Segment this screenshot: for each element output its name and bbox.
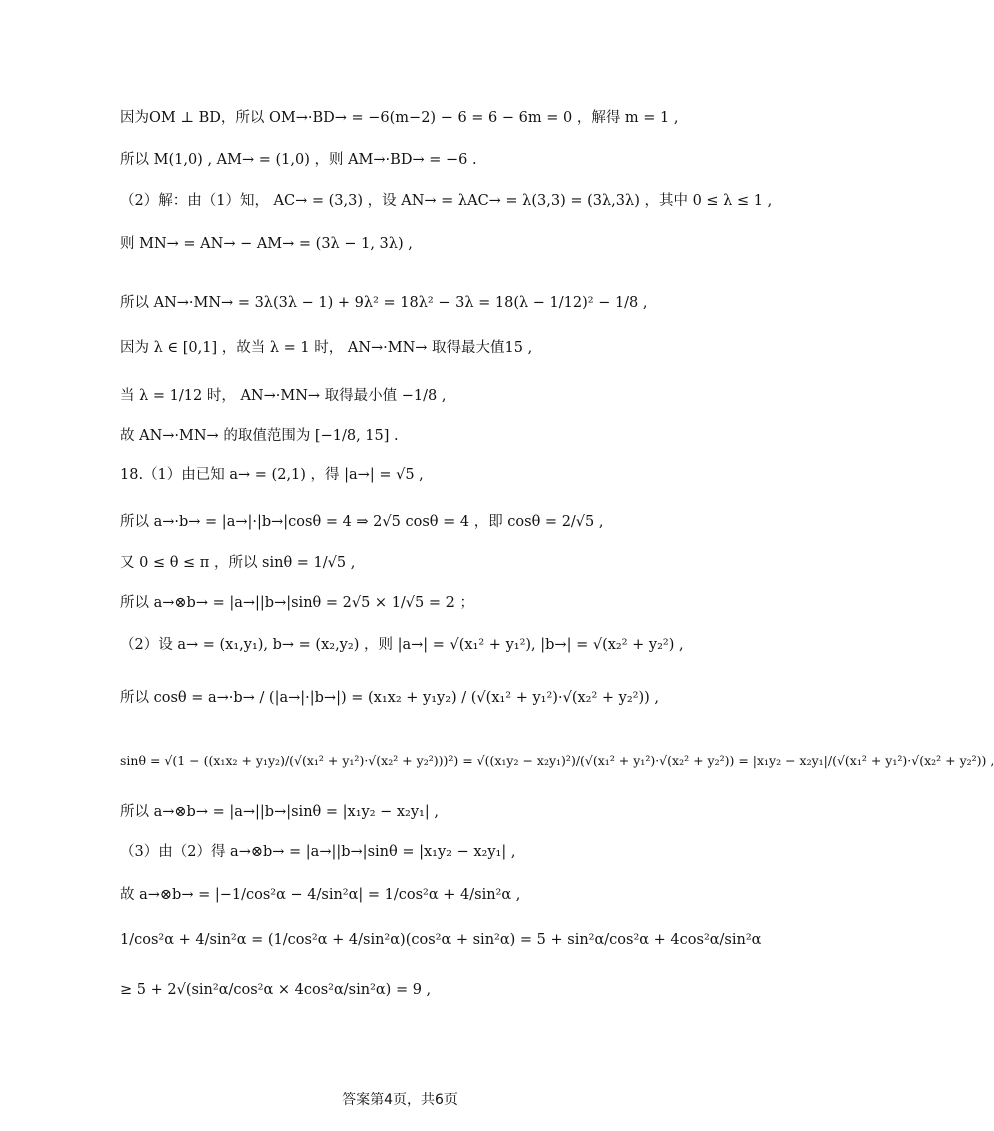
text-line-6: 因为 λ ∈ [0,1] ，故当 λ = 1 时， AN→·MN→ 取得最大值15 , (120, 340, 533, 356)
text-line-8: 故 AN→·MN→ 的取值范围为 [−1/8, 15] . (120, 428, 399, 444)
text-line-12: 所以 a→⊗b→ = |a→||b→|sinθ = 2√5 × 1/√5 = 2 ； (120, 595, 474, 611)
text-line-13: （2）设 a→ = (x₁,y₁), b→ = (x₂,y₂) ，则 |a→| = √(x₁² + y₁²), |b→| = √(x₂² + y₂²) , (120, 637, 684, 653)
text-line-17: （3）由（2）得 a→⊗b→ = |a→||b→|sinθ = |x₁y₂ − x₂y₁| , (120, 844, 516, 860)
text-line-7: 当 λ = 1/12 时， AN→·MN→ 取得最小值 −1/8 , (120, 388, 447, 404)
text-line-16: 所以 a→⊗b→ = |a→||b→|sinθ = |x₁y₂ − x₂y₁| , (120, 804, 439, 820)
text-line-11: 又 0 ≤ θ ≤ π ，所以 sinθ = 1/√5 , (120, 555, 356, 571)
text-line-3: （2）解：由（1）知， AC→ = (3,3) ，设 AN→ = λAC→ = λ(3,3) = (3λ,3λ) ，其中 0 ≤ λ ≤ 1 , (120, 193, 773, 209)
text-line-2: 所以 M(1,0) , AM→ = (1,0) ，则 AM→·BD→ = −6 . (120, 152, 477, 168)
text-line-14: 所以 cosθ = a→·b→ / (|a→|·|b→|) = (x₁x₂ + y₁y₂) / (√(x₁² + y₁²)·√(x₂² + y₂²)) , (120, 690, 659, 706)
text-line-18: 故 a→⊗b→ = |−1/cos²α − 4/sin²α| = 1/cos²α + 4/sin²α , (120, 887, 521, 903)
text-line-9: 18.（1）由已知 a→ = (2,1) ，得 |a→| = √5 , (120, 467, 424, 483)
text-line-4: 则 MN→ = AN→ − AM→ = (3λ − 1, 3λ) , (120, 236, 413, 252)
text-line-5: 所以 AN→·MN→ = 3λ(3λ − 1) + 9λ² = 18λ² − 3λ = 18(λ − 1/12)² − 1/8 , (120, 295, 648, 311)
text-line-15: sinθ = √(1 − ((x₁x₂ + y₁y₂)/(√(x₁² + y₁²)·√(x₂² + y₂²)))²) = √((x₁y₂ − x₂y₁)²)/(√(x₁² + y₁²)·√(x₂² + y₂²)) = |x₁y₂ − x₂y₁|/(√(x₁² + y₁²)·√(x₂² + y₂²)) , (120, 753, 994, 768)
text-line-1: 因为OM ⊥ BD，所以 OM→·BD→ = −6(m−2) − 6 = 6 − 6m = 0 ，解得 m = 1 , (120, 110, 679, 126)
text-line-10: 所以 a→·b→ = |a→|·|b→|cosθ = 4 ⇒ 2√5 cosθ = 4 ，即 cosθ = 2/√5 , (120, 514, 604, 530)
text-line-19: 1/cos²α + 4/sin²α = (1/cos²α + 4/sin²α)(cos²α + sin²α) = 5 + sin²α/cos²α + 4cos²α/sin²α (120, 932, 762, 948)
page-footer: 答案第4页，共6页 (342, 1092, 458, 1108)
text-line-20: ≥ 5 + 2√(sin²α/cos²α × 4cos²α/sin²α) = 9 , (120, 982, 432, 998)
